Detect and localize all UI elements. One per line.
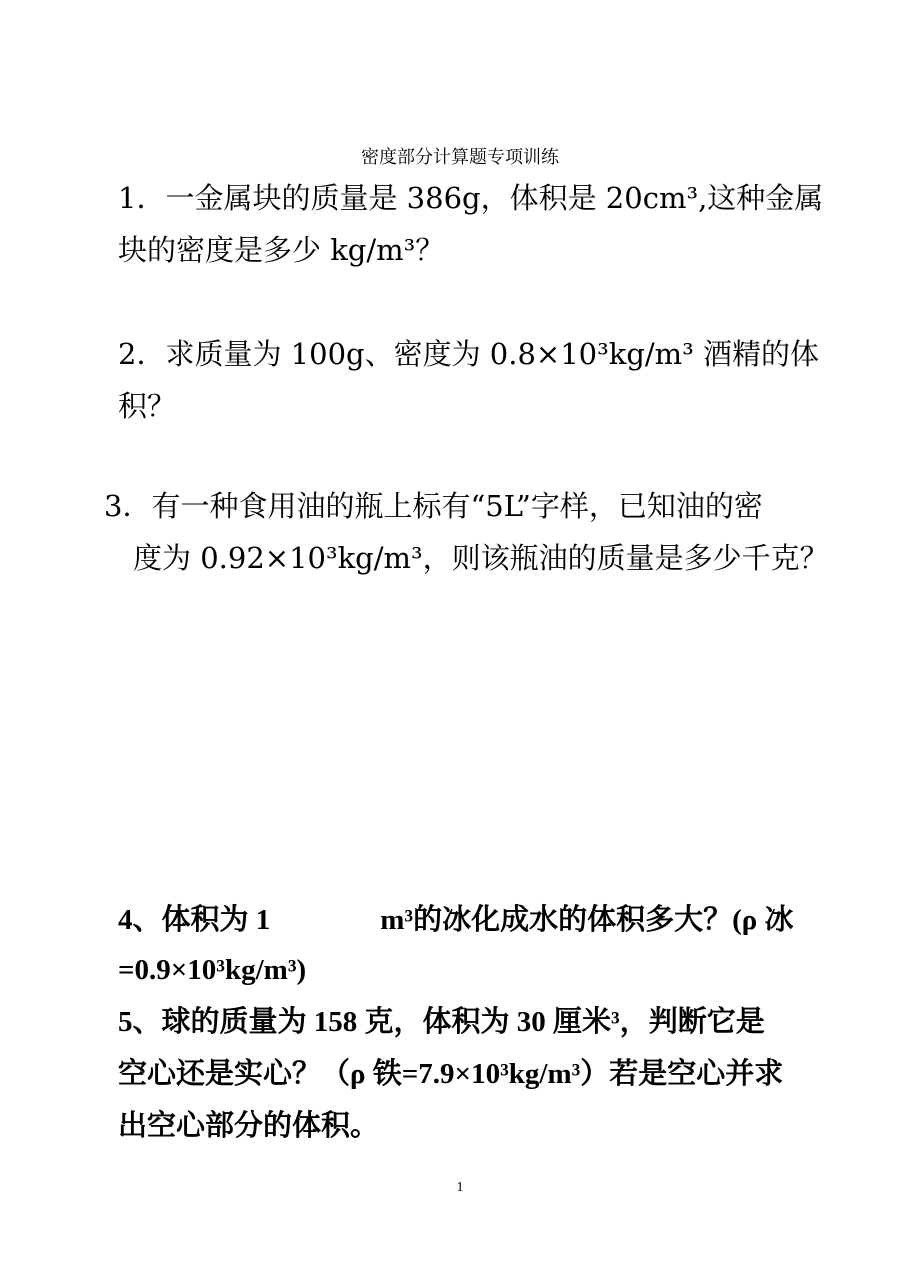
question-4-line-1 <box>118 902 794 938</box>
question-3-line-1: 3．有一种食用油的瓶上标有“5L”字样，已知油的密 <box>104 489 763 523</box>
question-4-part-2: m³的冰化成水的体积多大？(ρ 冰 <box>380 904 794 936</box>
question-3-line-2: 度为 0.92×10³kg/m³，则该瓶油的质量是多少千克？ <box>133 541 829 575</box>
question-1-line-1: 1．一金属块的质量是 386g，体积是 20cm³,这种金属 <box>118 181 824 215</box>
page-title: 密度部分计算题专项训练 <box>361 147 559 168</box>
question-4-part-1: 4、体积为 1 <box>118 904 271 936</box>
question-1-line-2: 块的密度是多少 kg/m³？ <box>118 233 445 267</box>
question-5-line-3: 出空心部分的体积。 <box>118 1110 380 1142</box>
question-5-line-1: 5、球的质量为 158 克，体积为 30 厘米³，判断它是 <box>118 1006 765 1038</box>
question-4-line-2: =0.9×10³kg/m³) <box>118 954 307 986</box>
question-2-line-2: 积？ <box>118 389 177 423</box>
page-number: 1 <box>456 1180 464 1195</box>
question-5-line-2: 空心还是实心？（ρ 铁=7.9×10³kg/m³）若是空心并求 <box>118 1058 784 1090</box>
question-2-line-1: 2．求质量为 100g、密度为 0.8×10³kg/m³ 酒精的体 <box>118 337 819 371</box>
